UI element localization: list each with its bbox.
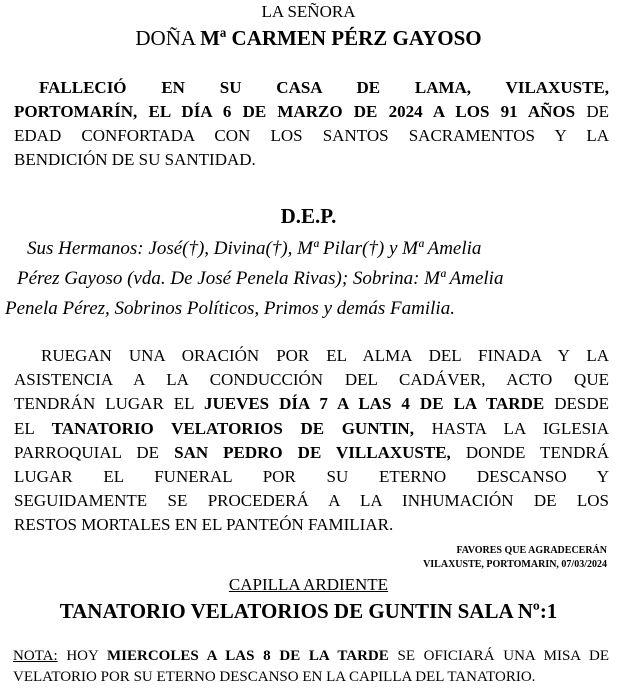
request-line-8: RESTOS MORTALES EN EL PANTEÓN FAMILIAR. bbox=[14, 515, 394, 535]
family-line-1: Sus Hermanos: José(†), Divina(†), Mª Pilar(†) y Mª Amelia bbox=[27, 238, 482, 259]
request-line-7: SEGUIDAMENTE SE PROCEDERÁ A LA INHUMACIÓN DE LOS bbox=[14, 491, 609, 511]
favores-block bbox=[423, 544, 607, 572]
dep-title: D.E.P. bbox=[280, 204, 337, 228]
favores-line-1: FAVORES QUE AGRADECERÁN bbox=[456, 545, 607, 556]
request-line-5: PARROQUIAL DE SAN PEDRO DE VILLAXUSTE, DONDE TENDRÁ bbox=[14, 442, 609, 462]
death-notice bbox=[14, 76, 609, 172]
death-notice-line-3: EDAD CONFORTADA CON LOS SANTOS SACRAMENTOS Y LA bbox=[14, 126, 609, 145]
request-line-4: EL TANATORIO VELATORIOS DE GUNTIN, HASTA LA IGLESIA bbox=[14, 418, 609, 438]
family-line-2: Pérez Gayoso (vda. De José Penela Rivas); Sobrina: Mª Amelia bbox=[17, 268, 504, 289]
nota-block bbox=[13, 646, 609, 688]
family-line-3: Penela Pérez, Sobrinos Políticos, Primos y demás Familia. bbox=[5, 298, 455, 319]
death-notice-line-2: PORTOMARÍN, EL DÍA 6 DE MARZO DE 2024 A LOS 91 AÑOS bbox=[14, 102, 576, 121]
header-deceased-name bbox=[0, 26, 617, 51]
request-line-1: RUEGAN UNA ORACIÓN POR EL ALMA DEL FINADA Y LA bbox=[41, 346, 609, 365]
capilla-place: TANATORIO VELATORIOS DE GUNTIN SALA Nº:1 bbox=[59, 599, 558, 623]
nota-line-2: VELATORIO POR SU ETERNO DESCANSO EN LA CAPILLA DEL TANATORIO. bbox=[13, 669, 536, 685]
death-notice-line-1: FALLECIÓ EN SU CASA DE LAMA, VILAXUSTE, bbox=[39, 78, 609, 97]
family-list bbox=[0, 234, 617, 324]
request-line-2: ASISTENCIA A LA CONDUCCIÓN DEL CADÁVER, ACTO QUE bbox=[14, 370, 609, 390]
request-line-6: LUGAR EL FUNERAL POR SU ETERNO DESCANSO Y bbox=[14, 467, 609, 487]
deceased-name: Mª CARMEN PÉRZ GAYOSO bbox=[200, 26, 482, 50]
nota-label: NOTA: bbox=[13, 648, 58, 664]
favores-place-date: VILAXUSTE, PORTOMARIN, 07/03/2024 bbox=[423, 559, 607, 570]
death-notice-line-2-rest: DE bbox=[575, 102, 609, 121]
header-la-senora: LA SEÑORA bbox=[261, 2, 356, 21]
request-paragraph bbox=[14, 344, 609, 538]
header-dona: DOÑA bbox=[135, 26, 201, 50]
capilla-heading: CAPILLA ARDIENTE bbox=[228, 575, 389, 594]
death-notice-line-4: BENDICIÓN DE SU SANTIDAD. bbox=[14, 150, 256, 169]
request-line-3: TENDRÁN LUGAR EL JUEVES DÍA 7 A LAS 4 DE LA TARDE DESDE bbox=[14, 394, 609, 414]
nota-line-1: NOTA: HOY MIERCOLES A LAS 8 DE LA TARDE SE OFICIARÁ UNA MISA DE bbox=[13, 648, 609, 664]
